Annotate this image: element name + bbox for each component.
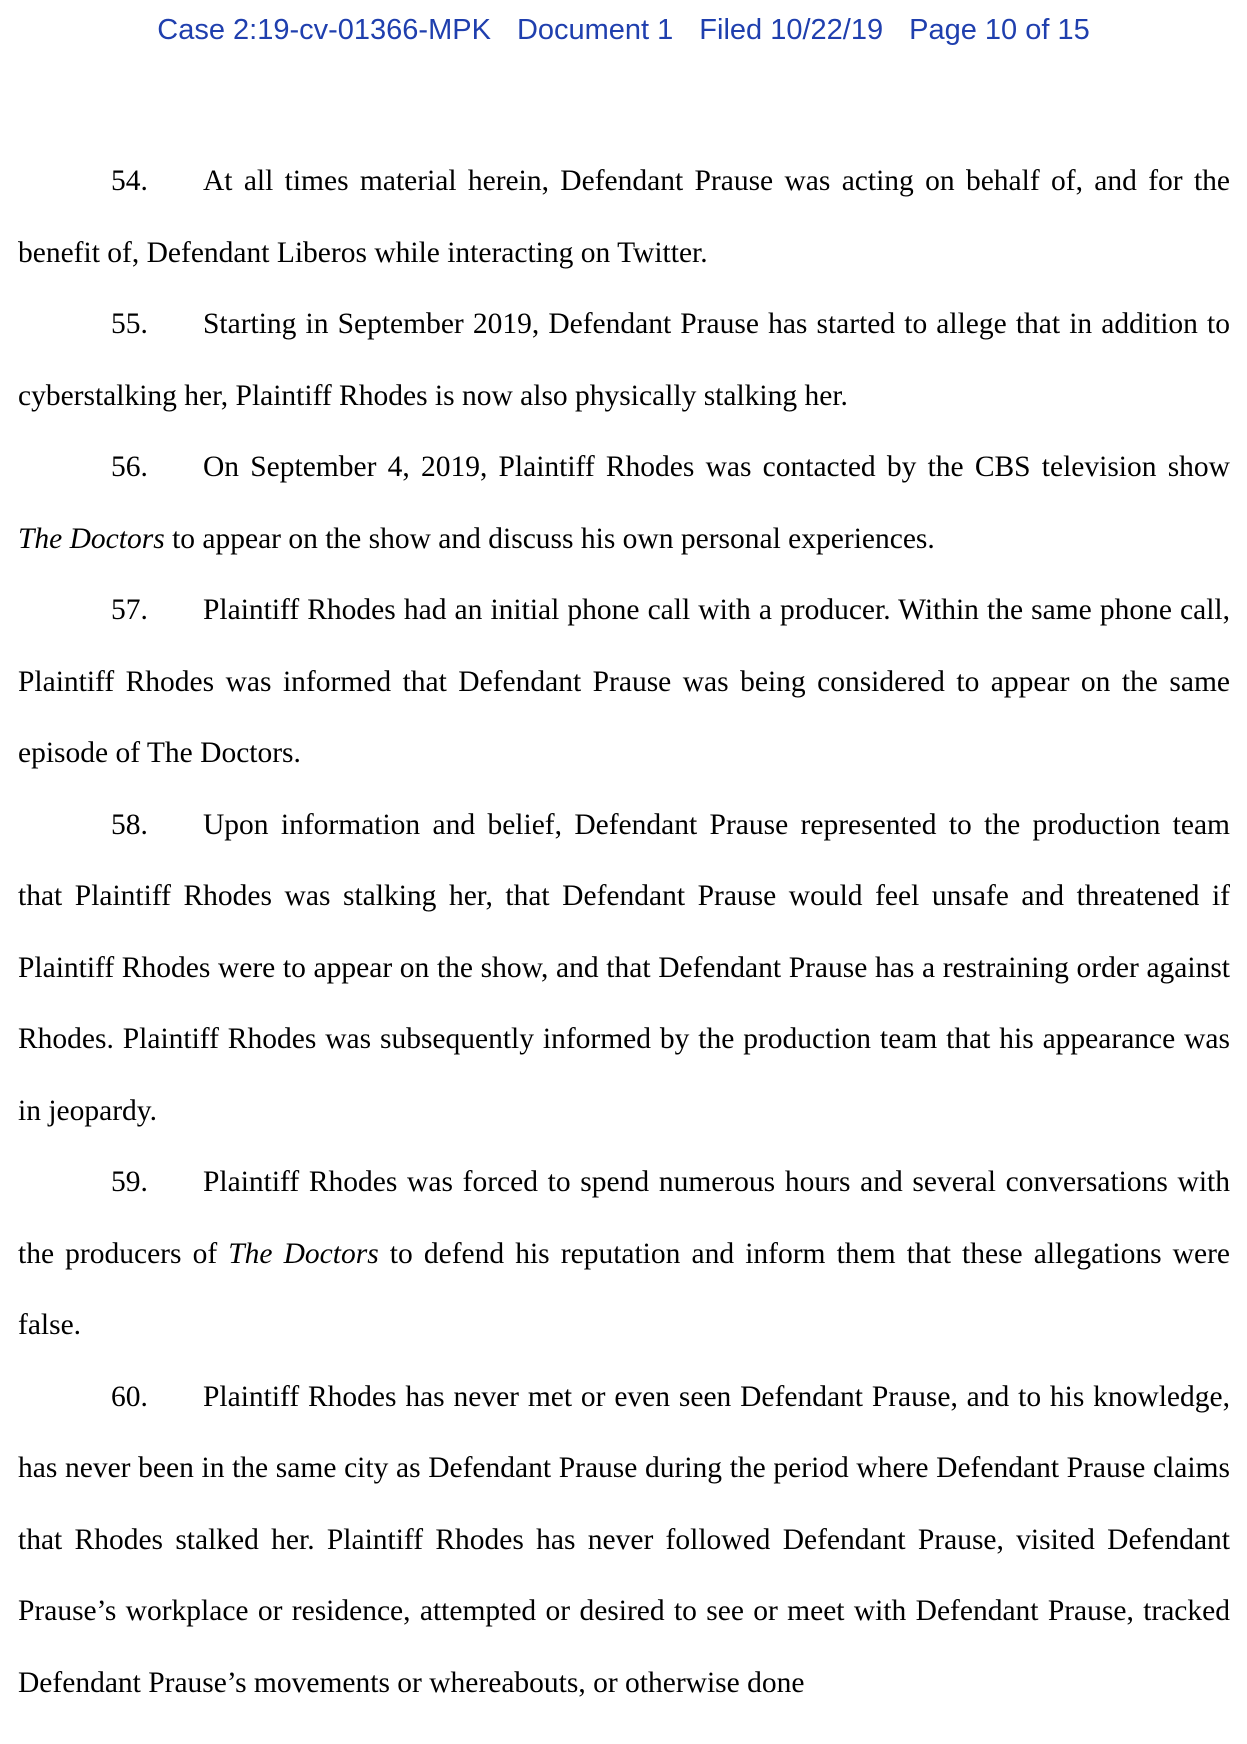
paragraph-text: Upon information and belief, Defendant Prause represented to the production team that Plaintiff Rhodes was stalking her, that Defendant Prause would feel unsafe and threatened if Plaintiff Rhodes were to appear on the show, and that Defendant Prause has a restraining order against Rhodes. Plaintiff Rhodes was subsequently informed by the production team that his appearance was in jeopardy.	[18, 808, 1230, 1127]
paragraph-60	[18, 1362, 1230, 1720]
case-header	[0, 8, 1247, 52]
paragraph-58	[18, 790, 1230, 1148]
show-title: The Doctors	[228, 1237, 379, 1270]
paragraph-number: 57.	[111, 594, 148, 626]
paragraph-57	[18, 575, 1230, 790]
document-body	[18, 146, 1230, 1719]
show-title: The Doctors	[18, 522, 165, 555]
paragraph-text: At all times material herein, Defendant Prause was acting on behalf of, and for the benefit of, Defendant Liberos while interacting on Twitter.	[18, 165, 1230, 269]
paragraph-text: On September 4, 2019, Plaintiff Rhodes was contacted by the CBS television show	[203, 451, 1230, 483]
paragraph-54	[18, 146, 1230, 289]
page-number: Page 10 of 15	[909, 14, 1090, 46]
paragraph-text: Plaintiff Rhodes had an initial phone call with a producer. Within the same phone call, Plaintiff Rhodes was informed that Defendant Prause was being considered to appear on the same episode of The Doctors.	[18, 594, 1230, 769]
filed-date: Filed 10/22/19	[699, 14, 884, 46]
document-number: Document 1	[516, 14, 674, 46]
paragraph-text: Starting in September 2019, Defendant Prause has started to allege that in addition to cyberstalking her, Plaintiff Rhodes is now also physically stalking her.	[18, 308, 1230, 412]
paragraph-text: to defend his reputation and inform them that these allegations were false.	[18, 1237, 1230, 1341]
paragraph-number: 56.	[111, 451, 148, 483]
paragraph-number: 59.	[111, 1166, 148, 1198]
paragraph-text: Plaintiff Rhodes was forced to spend numerous hours and several conversations with the producers of	[18, 1166, 1230, 1270]
paragraph-55	[18, 289, 1230, 432]
case-number: Case 2:19-cv-01366-MPK	[157, 14, 491, 46]
paragraph-number: 55.	[111, 308, 148, 340]
paragraph-56	[18, 432, 1230, 575]
paragraph-number: 58.	[111, 808, 148, 841]
paragraph-59	[18, 1147, 1230, 1362]
paragraph-text: to appear on the show and discuss his own personal experiences.	[164, 522, 935, 555]
paragraph-text: Plaintiff Rhodes has never met or even seen Defendant Prause, and to his knowledge, has never been in the same city as Defendant Prause during the period where Defendant Prause claims that Rhodes stalked her. Plaintiff Rhodes has never followed Defendant Prause, visited Defendant Prause’s workplace or residence, attempted or desired to see or meet with Defendant Prause, tracked Defendant Prause’s movements or whereabouts, or otherwise done	[18, 1380, 1230, 1699]
paragraph-number: 60.	[111, 1380, 148, 1413]
paragraph-number: 54.	[111, 165, 148, 197]
